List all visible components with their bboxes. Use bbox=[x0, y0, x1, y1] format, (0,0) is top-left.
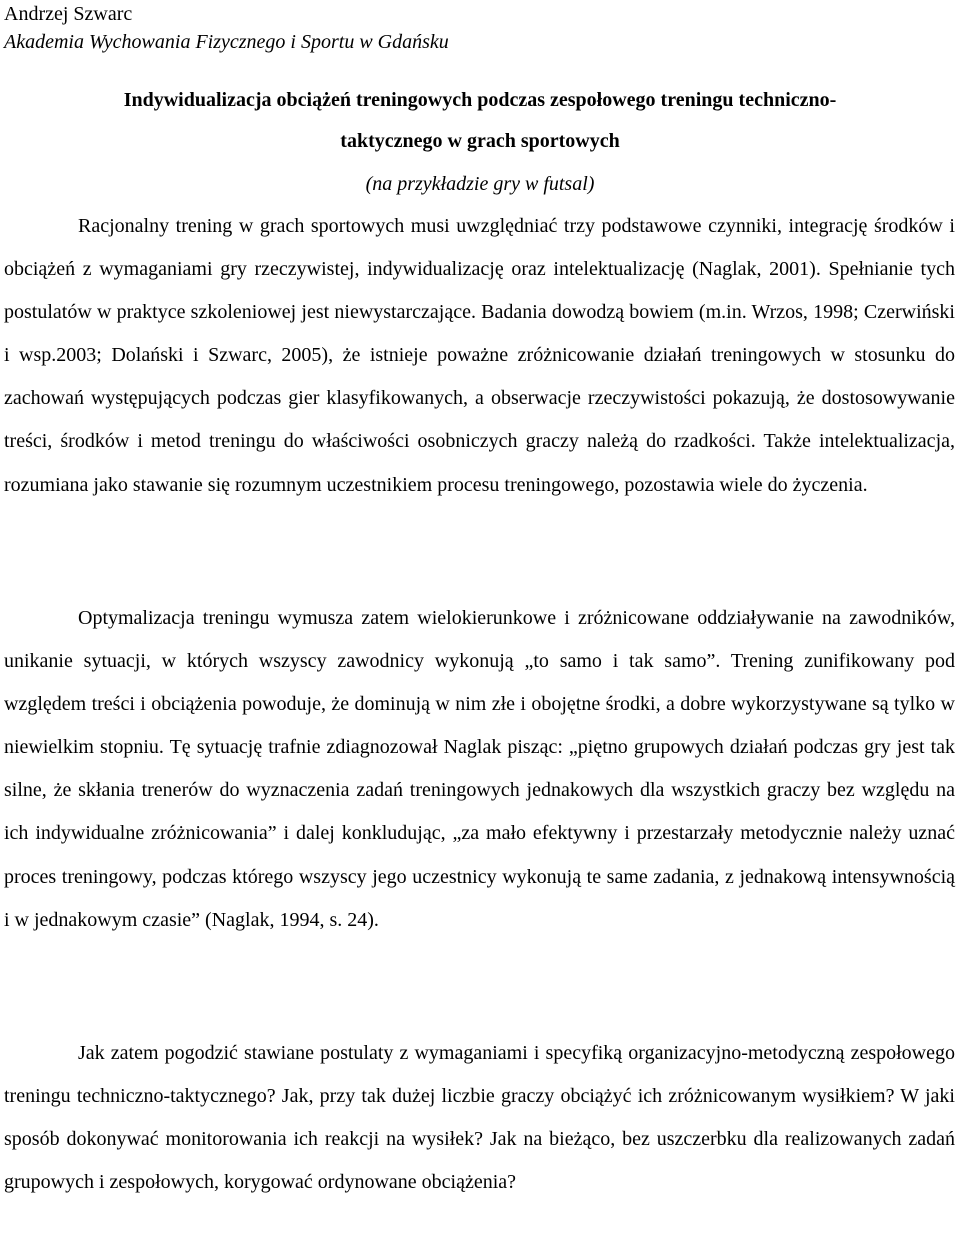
body-paragraph-2: Optymalizacja treningu wymusza zatem wielokierunkowe i zróżnicowane oddziaływanie na zawodników, unikanie sytuacji, w których wszyscy zawodnicy wykonują „to samo i tak samo”. Trening zunifikowany pod względem treści i obciążenia powoduje, że dominują w nim złe i obojętne środki, a dobre wykorzystywane są tylko w niewielkim stopniu. Tę sytuację trafnie zdiagnozował Naglak pisząc: „piętno grupowych działań podczas gry jest tak silne, że skłania trenerów do wyznaczenia zadań treningowych jednakowych dla wszystkich graczy bez względu na ich indywidualne zróżnicowania” i dalej konkludując, „za mało efektywny i przestarzały metodycznie należy uznać proces treningowy, podczas którego wszyscy jego uczestnicy wykonują te same zadania, z jednakową intensywnością i w jednakowym czasie” (Naglak, 1994, s. 24). bbox=[4, 607, 955, 931]
body-paragraph-1: Racjonalny trening w grach sportowych musi uwzględniać trzy podstawowe czynniki, integrację środków i obciążeń z wymaganiami gry rzeczywistej, indywidualizację oraz intelektualizację (Naglak, 2001). Spełnianie tych postulatów w praktyce szkoleniowej jest niewystarczające. Badania dowodzą bowiem (m.in. Wrzos, 1998; Czerwiński i wsp.2003; Dolański i Szwarc, 2005), że istnieje poważne zróżnicowanie działań treningowych w stosunku do zachowań występujących podczas gier klasyfikowanych, a obserwacje rzeczywistości pokazują, że dostosowywanie treści, środków i metod treningu do właściwości osobniczych graczy należą do rzadkości. Także intelektualizacja, rozumiana jako stawanie się rozumnym uczestnikiem procesu treningowego, pozostawia wiele do życzenia. bbox=[4, 215, 955, 496]
author-affiliation: Akademia Wychowania Fizycznego i Sportu w Gdańsku bbox=[4, 31, 449, 53]
paper-title-line-1: Indywidualizacja obciążeń treningowych podczas zespołowego treningu techniczno- bbox=[123, 89, 837, 111]
body-paragraph-3: Jak zatem pogodzić stawiane postulaty z wymaganiami i specyfiką organizacyjno-metodyczną zespołowego treningu techniczno-taktycznego? Jak, przy tak dużej liczbie graczy obciążyć ich zróżnicowanym wysiłkiem? W jaki sposób dokonywać monitorowania ich reakcji na wysiłek? Jak na bieżąco, bez uszczerbku dla realizowanych zadań grupowych i zespołowych, korygować ordynowane obciążenia? bbox=[4, 1042, 955, 1194]
author-name: Andrzej Szwarc bbox=[4, 3, 133, 25]
paper-title-line-2: taktycznego w grach sportowych bbox=[340, 130, 620, 152]
paper-subtitle: (na przykładzie gry w futsal) bbox=[365, 173, 595, 195]
